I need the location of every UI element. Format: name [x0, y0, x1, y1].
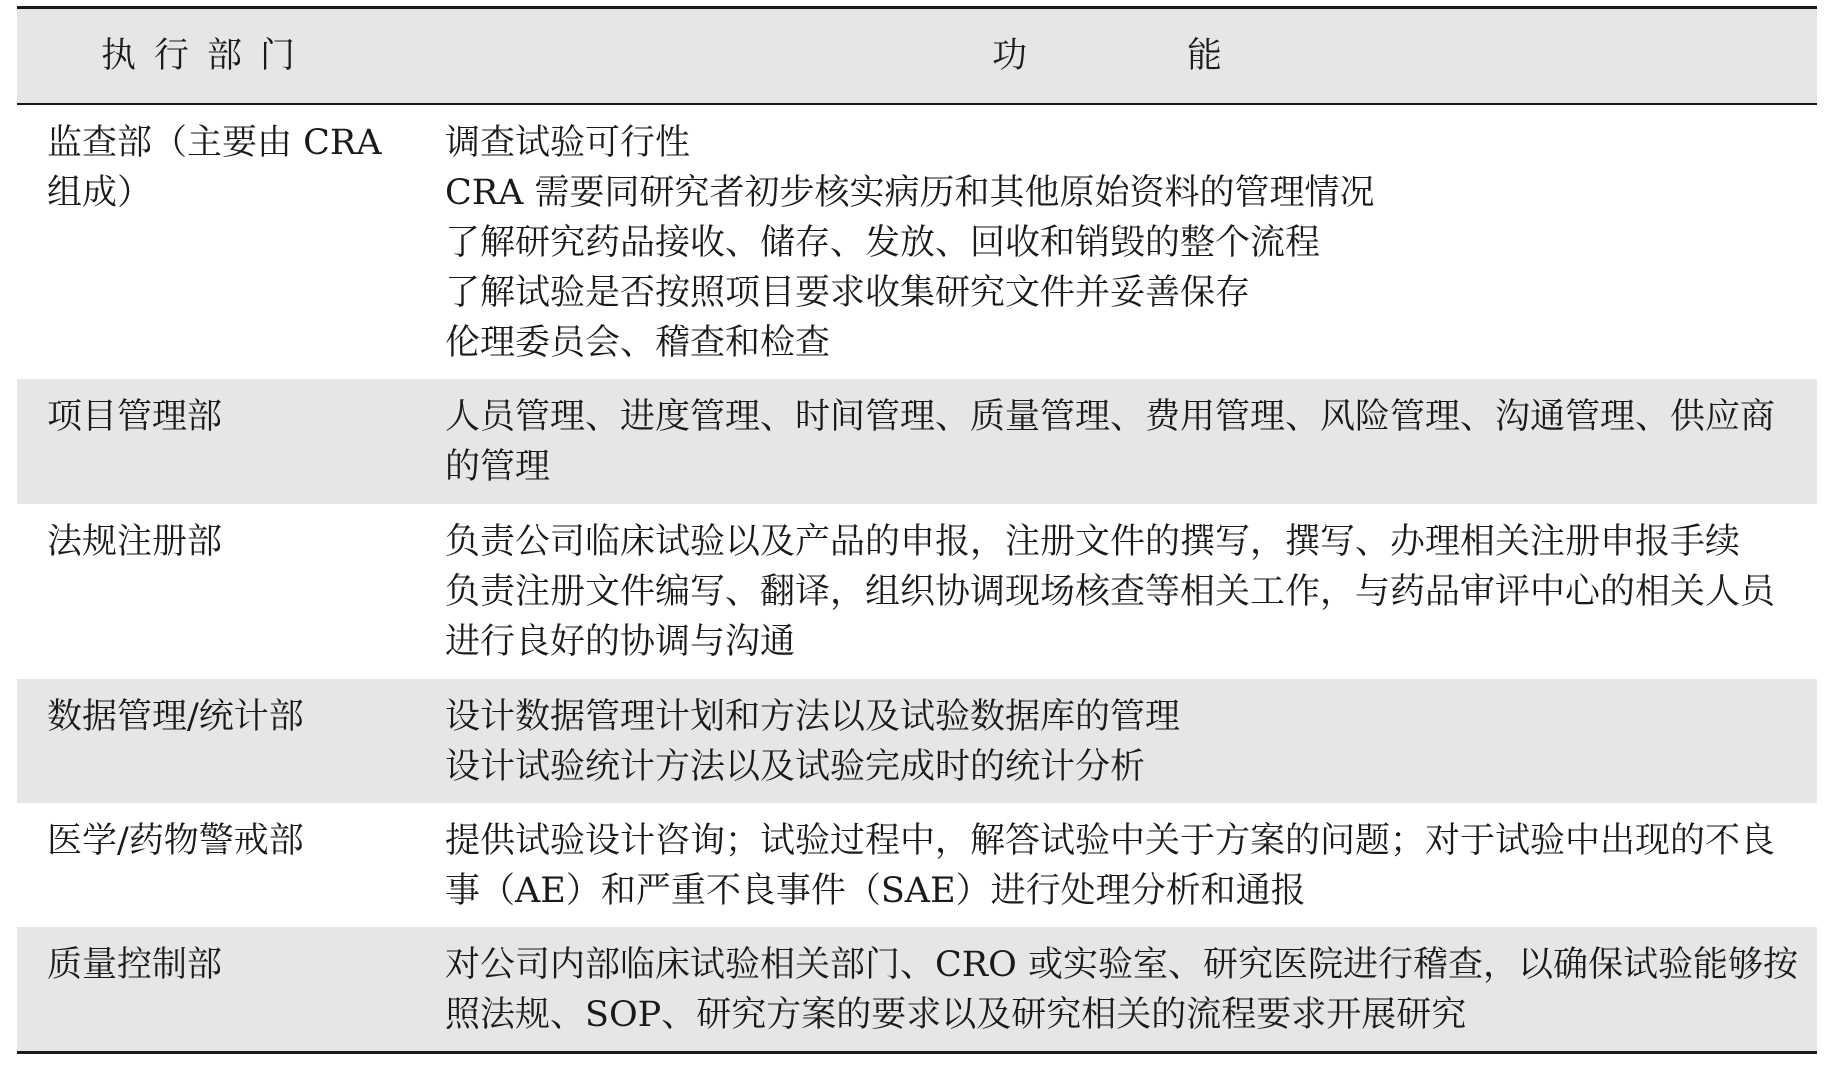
function-cell — [445, 692, 1803, 792]
function-cell — [445, 118, 1803, 368]
table-row — [17, 679, 1817, 803]
function-line: 伦理委员会、稽查和检查 — [445, 323, 831, 363]
function-line: 负责注册文件编写、翻译，组织协调现场核查等相关工作，与药品审评中心的相关人员进行良好的协调与沟通 — [445, 572, 1776, 662]
function-line: 对公司内部临床试验相关部门、CRO 或实验室、研究医院进行稽查，以确保试验能够按照法规、SOP、研究方案的要求以及研究相关的流程要求开展研究 — [445, 945, 1798, 1035]
function-line: 提供试验设计咨询；试验过程中，解答试验中关于方案的问题；对于试验中出现的不良事（AE）和严重不良事件（SAE）进行处理分析和通报 — [445, 821, 1776, 911]
function-cell — [445, 392, 1803, 492]
department-cell: 医学/药物警戒部 — [47, 821, 304, 861]
table-row — [17, 927, 1817, 1051]
table-row — [17, 504, 1817, 679]
function-line: 了解研究药品接收、储存、发放、回收和销毁的整个流程 — [445, 223, 1321, 263]
table-header — [17, 9, 1817, 105]
header-function: 功能 — [991, 36, 1382, 76]
function-line: 人员管理、进度管理、时间管理、质量管理、费用管理、风险管理、沟通管理、供应商的管理 — [445, 397, 1776, 487]
header-department: 执行部门 — [100, 36, 313, 76]
department-cell: 监查部（主要由 CRA 组成） — [47, 123, 382, 213]
department-cell: 项目管理部 — [47, 397, 223, 437]
table-row — [17, 105, 1817, 379]
function-line: CRA 需要同研究者初步核实病历和其他原始资料的管理情况 — [445, 173, 1375, 213]
department-cell: 质量控制部 — [47, 945, 223, 985]
table-row — [17, 379, 1817, 504]
function-line: 设计试验统计方法以及试验完成时的统计分析 — [445, 747, 1146, 787]
function-line: 设计数据管理计划和方法以及试验数据库的管理 — [445, 697, 1181, 737]
function-line: 了解试验是否按照项目要求收集研究文件并妥善保存 — [445, 273, 1251, 313]
function-cell — [445, 517, 1803, 667]
department-cell: 法规注册部 — [47, 522, 223, 562]
function-line: 调查试验可行性 — [445, 123, 691, 163]
department-cell: 数据管理/统计部 — [47, 697, 304, 737]
function-line: 负责公司临床试验以及产品的申报，注册文件的撰写，撰写、办理相关注册申报手续 — [445, 522, 1741, 562]
table-row — [17, 803, 1817, 927]
department-function-table — [17, 6, 1817, 1054]
function-cell — [445, 816, 1803, 916]
function-cell — [445, 940, 1803, 1040]
